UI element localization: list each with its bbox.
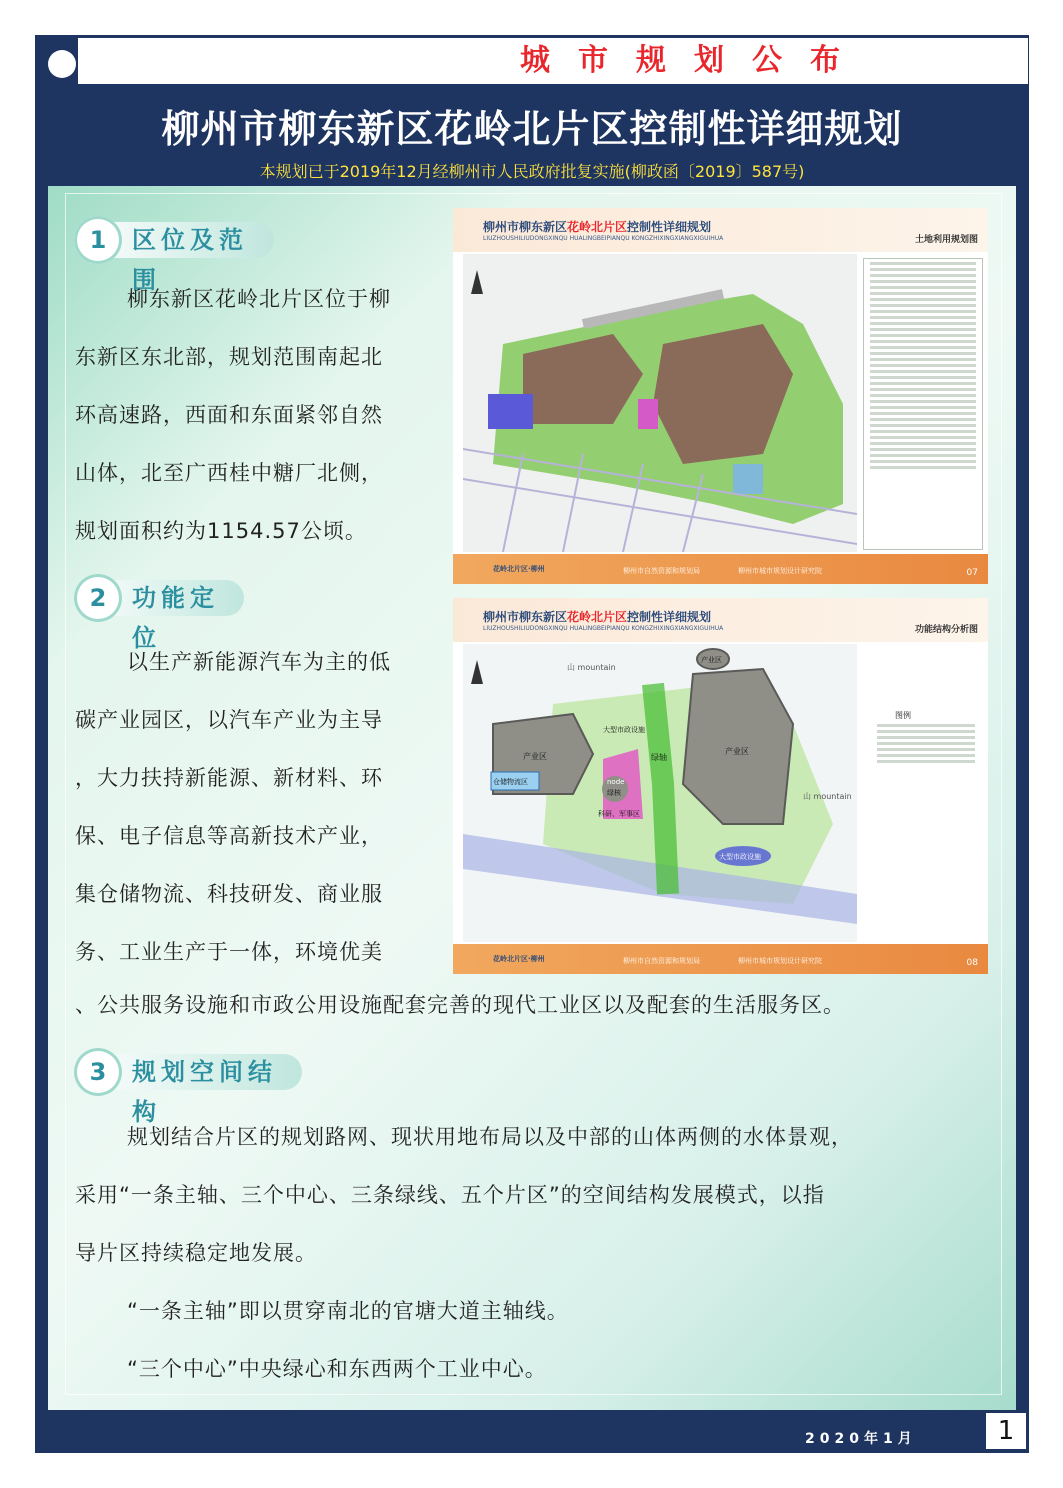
map-label-industry-west: 产业区 [523, 752, 547, 761]
map-label-mountain-2: 山 mountain [803, 792, 852, 801]
text-line: “一条主轴”即以贯穿南北的官塘大道主轴线。 [127, 1299, 569, 1323]
text-line: 东新区东北部，规划范围南起北 [75, 345, 383, 369]
section-1-body [75, 270, 445, 560]
text-line: 集仓储物流、科技研发、商业服 [75, 882, 383, 906]
text-line: ，大力扶持新能源、新材料、环 [75, 766, 383, 790]
map-label-facility-south: 大型市政设施 [719, 853, 761, 861]
issue-date: 2020年1月 [805, 1431, 917, 1447]
text-line: 规划面积约为1154.57公顷。 [75, 519, 367, 543]
map-legend-table [863, 258, 983, 550]
map-agency-design-institute: 柳州市城市规划设计研究院 [738, 567, 822, 575]
map-drawing [463, 254, 857, 552]
section-heading-1 [74, 216, 274, 294]
section-2-body [75, 633, 445, 981]
map-title: 柳州市柳东新区花岭北片区控制性详细规划 [483, 220, 712, 234]
map-page-number: 07 [966, 568, 978, 578]
map-name: 功能结构分析图 [914, 625, 978, 635]
map-page-number: 08 [966, 958, 978, 968]
map-agency-planning-bureau: 柳州市自然资源和规划局 [623, 567, 700, 575]
map-agency-planning-bureau: 柳州市自然资源和规划局 [623, 957, 700, 965]
section-2-body-wide [75, 976, 995, 1034]
section-title: 规划空间结构 [132, 1058, 277, 1126]
map-corner-label: 花岭北片区·柳州 [493, 565, 545, 573]
section-title: 区位及范围 [132, 226, 248, 294]
text-line: 务、工业生产于一体，环境优美 [75, 940, 383, 964]
map-graphic [463, 254, 857, 552]
land-use-map [453, 208, 988, 584]
map-label-green-core: 绿核 [607, 789, 621, 797]
section-3-body [75, 1108, 1000, 1398]
section-number: 2 [74, 574, 122, 622]
text-line: 采用“一条主轴、三个中心、三条绿线、五个片区”的空间结构发展模式，以指 [75, 1183, 825, 1207]
map-corner-label: 花岭北片区·柳州 [493, 955, 545, 963]
map-label-logistics: 仓储物流区 [493, 778, 528, 786]
map-title: 柳州市柳东新区花岭北片区控制性详细规划 [483, 610, 712, 624]
map-label-rnd: 科研、军事区 [598, 810, 640, 818]
text-line: 规划结合片区的规划路网、现状用地布局以及中部的山体两侧的水体景观， [127, 1125, 853, 1149]
map-label-node: node [607, 778, 625, 786]
text-line: “三个中心”中央绿心和东西两个工业中心。 [127, 1357, 547, 1381]
section-title: 功能定位 [132, 584, 219, 652]
map-label-industry-north: 产业区 [701, 656, 722, 664]
text-line: 碳产业园区，以汽车产业为主导 [75, 708, 383, 732]
text-line: 柳东新区花岭北片区位于柳 [127, 287, 391, 311]
section-heading-3 [74, 1048, 302, 1126]
legend-title: 图例 [895, 711, 911, 720]
page-number: 1 [985, 1412, 1027, 1450]
map-label-mountain-1: 山 mountain [567, 663, 616, 672]
header-band-label: 城市规划公布 [520, 43, 868, 78]
text-line: 山体，北至广西桂中糖厂北侧， [75, 461, 383, 485]
map-title-pinyin: LIUZHOUSHILIUDONGXINQU HUALINGBEIPIANQU KONGZHIXINGXIANGXIGUIHUA [483, 625, 724, 632]
map-label-facility-north: 大型市政设施 [603, 726, 645, 734]
section-heading-2 [74, 574, 244, 652]
map-graphic [463, 644, 857, 942]
text-line: 以生产新能源汽车为主的低 [127, 650, 391, 674]
text-line: 导片区持续稳定地发展。 [75, 1241, 317, 1265]
function-structure-map [453, 598, 988, 974]
text-line: 、公共服务设施和市政公用设施配套完善的现代工业区以及配套的生活服务区。 [75, 993, 845, 1017]
map-label-green-axis: 绿轴 [651, 753, 667, 762]
map-name: 土地利用规划图 [914, 235, 978, 245]
map-label-industry-east: 产业区 [725, 747, 749, 756]
page-subtitle: 本规划已于2019年12月经柳州市人民政府批复实施(柳政函〔2019〕587号) [259, 162, 805, 181]
map-legend [871, 710, 981, 782]
text-line: 保、电子信息等高新技术产业， [75, 824, 383, 848]
section-number: 1 [74, 216, 122, 264]
map-agency-design-institute: 柳州市城市规划设计研究院 [738, 957, 822, 965]
binder-hole [48, 50, 76, 78]
map-title-pinyin: LIUZHOUSHILIUDONGXINQU HUALINGBEIPIANQU KONGZHIXINGXIANGXIGUIHUA [483, 235, 724, 242]
map-drawing [463, 644, 857, 942]
page-title: 柳州市柳东新区花岭北片区控制性详细规划 [161, 107, 903, 151]
section-number: 3 [74, 1048, 122, 1096]
text-line: 环高速路，西面和东面紧邻自然 [75, 403, 383, 427]
